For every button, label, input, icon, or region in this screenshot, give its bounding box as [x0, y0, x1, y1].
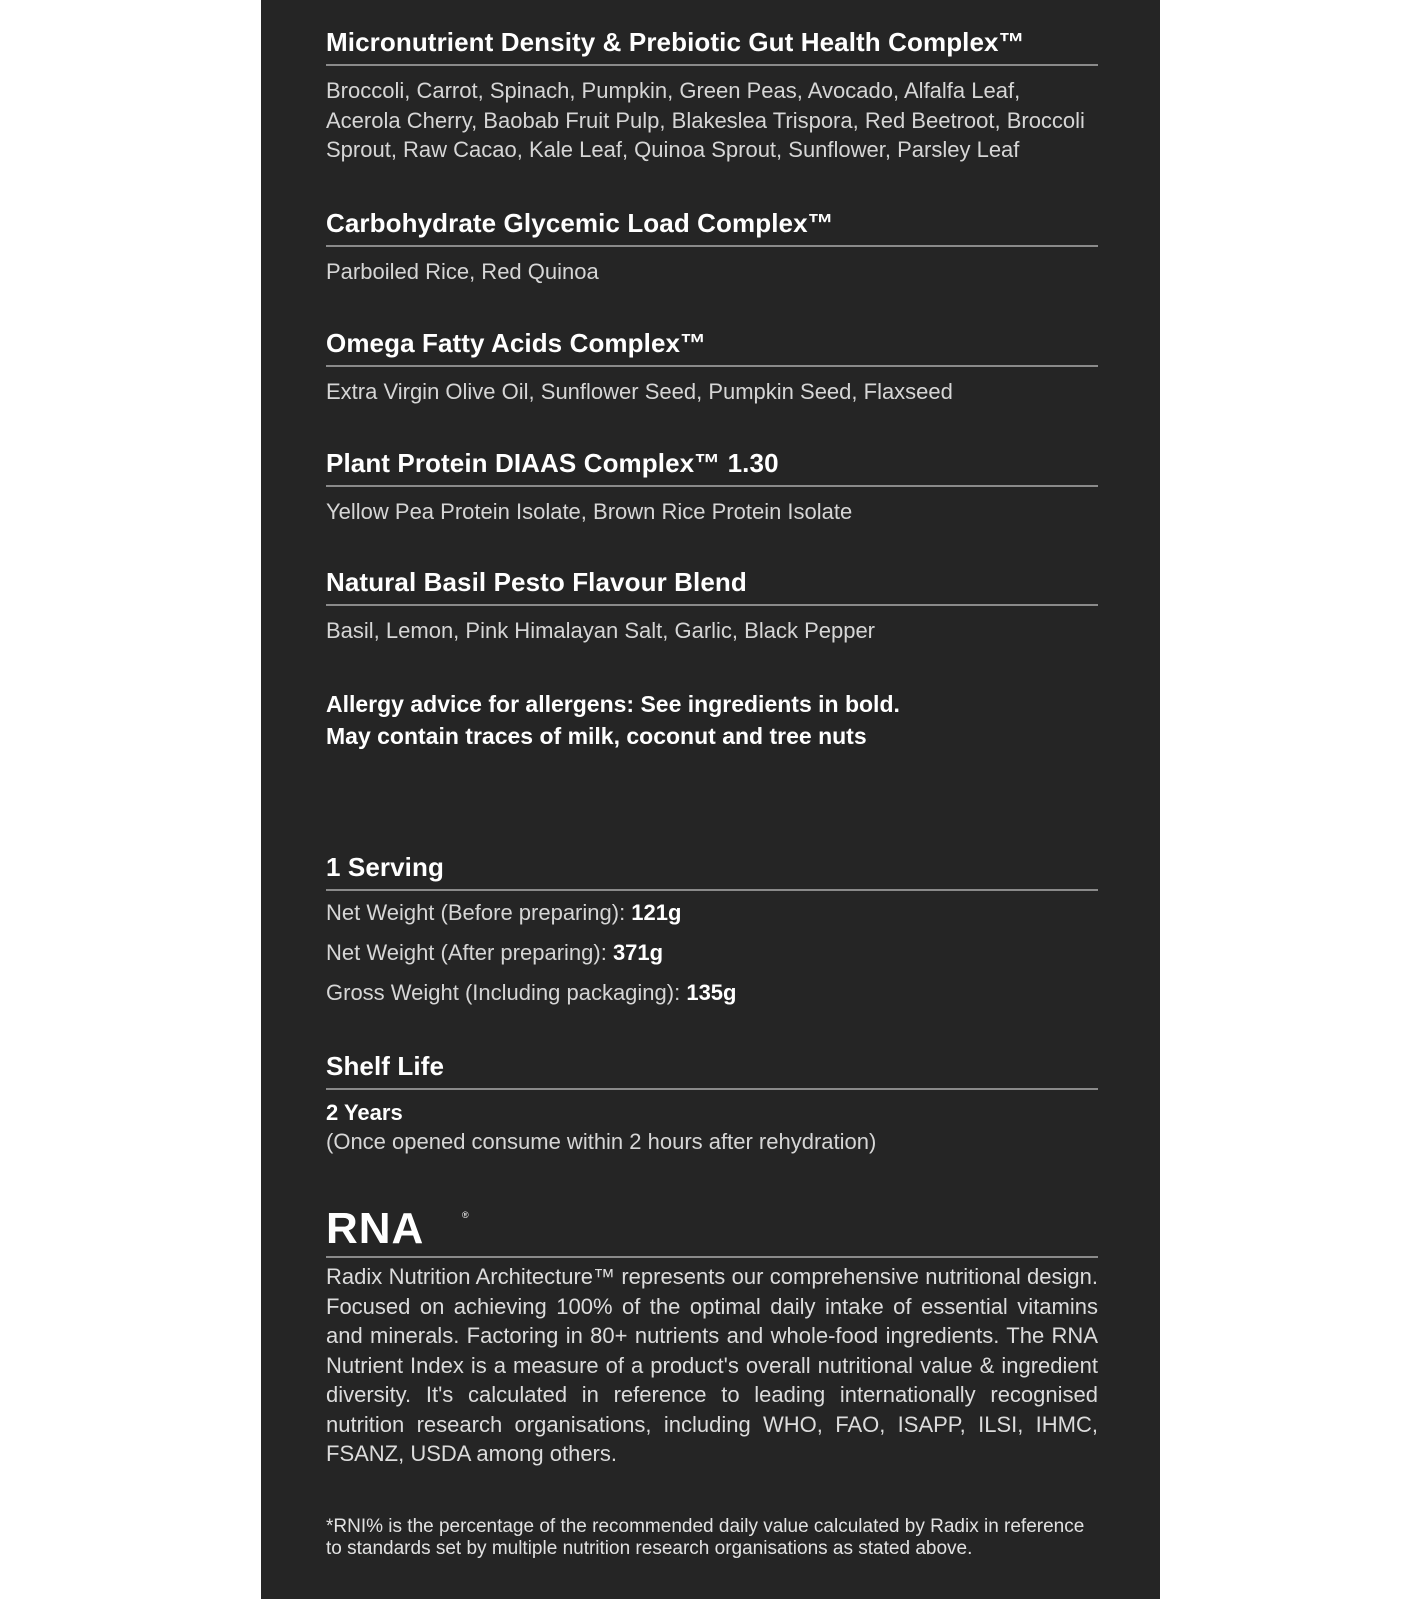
section-flavour-blend	[326, 566, 1098, 646]
section-heading: Carbohydrate Glycemic Load Complex™	[326, 207, 1098, 247]
weight-label: Net Weight (After preparing):	[326, 940, 613, 965]
shelf-life-note: (Once opened consume within 2 hours after rehydration)	[326, 1129, 877, 1154]
allergy-advice	[326, 688, 1098, 752]
weight-value: 371g	[612, 940, 664, 965]
section-heading: Micronutrient Density & Prebiotic Gut Health Complex™	[326, 26, 1098, 66]
weight-value: 135g	[686, 980, 737, 1005]
section-heading: Omega Fatty Acids Complex™	[326, 327, 1098, 367]
section-shelf-life	[326, 1050, 1098, 1156]
section-serving	[326, 851, 1098, 1013]
section-micronutrient	[326, 26, 1098, 165]
weight-row	[326, 893, 1098, 933]
rna-logo-block	[326, 1202, 1098, 1258]
rna-logo	[326, 1206, 476, 1250]
section-omega	[326, 327, 1098, 407]
shelf-life-heading: Shelf Life	[326, 1050, 1098, 1090]
section-heading: Plant Protein DIAAS Complex™ 1.30	[326, 447, 1098, 487]
ingredients-panel	[261, 0, 1160, 1599]
section-ingredients: Broccoli, Carrot, Spinach, Pumpkin, Green Peas, Avocado, Alfalfa Leaf, Acerola Cherry, Baobab Fruit Pulp, Blakeslea Trispora, Red Beetroot, Broccoli Sprout, Raw Cacao, Kale Leaf, Quinoa Sprout, Sunflower, Parsley Leaf	[326, 78, 1085, 162]
weight-label: Gross Weight (Including packaging):	[326, 980, 687, 1005]
shelf-life-value: 2 Years	[326, 1100, 403, 1125]
rni-footnote: *RNI% is the percentage of the recommended daily value calculated by Radix in reference to standards set by multiple nutrition research organisations as stated above.	[326, 1516, 1085, 1559]
section-ingredients: Extra Virgin Olive Oil, Sunflower Seed, Pumpkin Seed, Flaxseed	[326, 379, 953, 404]
rna-description: Radix Nutrition Architecture™ represents our comprehensive nutritional design. Focused on achieving 100% of the optimal daily intake of essential vitamins and minerals. Factoring in 80+ nutrients and whole-food ingredients. The RNA Nutrient Index is a measure of a product's overall nutritional value & ingredient diversity. It's calculated in reference to leading internationally recognised nutrition research organisations, including WHO, FAO, ISAPP, ILSI, IHMC, FSANZ, USDA among others.	[326, 1264, 1098, 1466]
rna-description-block	[326, 1262, 1098, 1469]
allergy-line: May contain traces of milk, coconut and tree nuts	[326, 723, 867, 749]
rna-logo-mark: ®	[462, 1210, 469, 1220]
serving-heading: 1 Serving	[326, 851, 1098, 891]
allergy-line: Allergy advice for allergens: See ingredients in bold.	[326, 691, 900, 717]
section-plant-protein	[326, 447, 1098, 527]
section-ingredients: Basil, Lemon, Pink Himalayan Salt, Garlic, Black Pepper	[326, 618, 876, 643]
section-carbohydrate	[326, 207, 1098, 287]
section-heading: Natural Basil Pesto Flavour Blend	[326, 566, 1098, 606]
weight-row	[326, 973, 1098, 1013]
section-ingredients: Yellow Pea Protein Isolate, Brown Rice Protein Isolate	[326, 499, 853, 524]
weight-label: Net Weight (Before preparing):	[326, 900, 632, 925]
section-ingredients: Parboiled Rice, Red Quinoa	[326, 259, 599, 284]
shelf-life-body	[326, 1098, 1098, 1156]
rna-logo-text: RNA	[326, 1206, 425, 1250]
weight-row	[326, 933, 1098, 973]
serving-weights	[326, 893, 1098, 1013]
weight-value: 121g	[631, 900, 682, 925]
